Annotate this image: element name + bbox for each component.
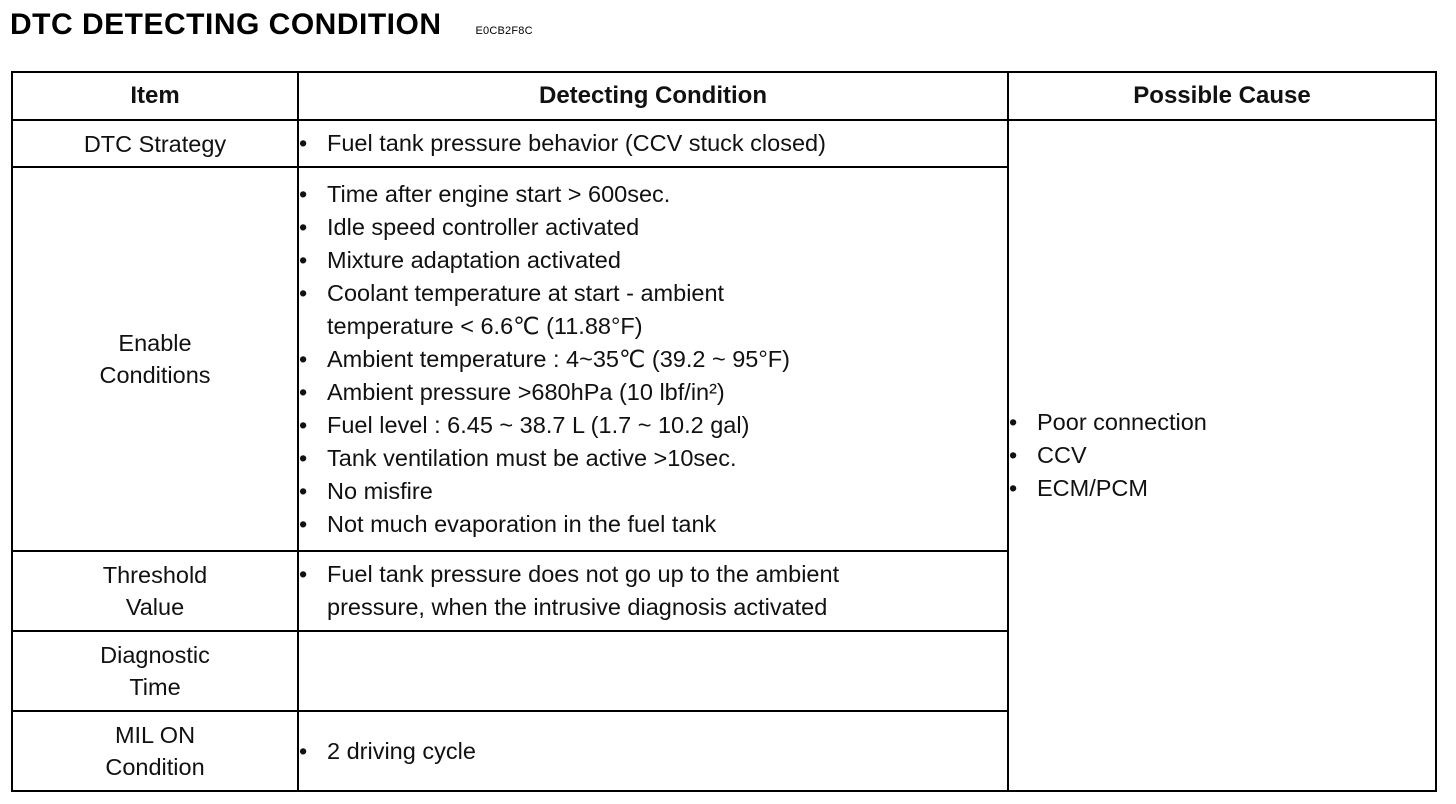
document-code: E0CB2F8C (475, 25, 533, 37)
item-label: Threshold (102, 562, 208, 588)
condition-item: • No misfire (299, 475, 1007, 508)
possible-cause-item: • ECM/PCM (1009, 472, 1435, 505)
condition-item-continuation: temperature < 6.6℃ (11.88°F) (327, 312, 643, 339)
condition-cell-mil-on-condition (298, 711, 1008, 791)
column-header-item: Item (12, 72, 298, 120)
column-header-possible-cause: Possible Cause (1008, 72, 1436, 120)
condition-cell-dtc-strategy (298, 120, 1008, 167)
condition-item: • Mixture adaptation activated (299, 244, 1007, 277)
condition-list (299, 178, 1007, 541)
condition-cell-diagnostic-time (298, 631, 1008, 711)
item-label: Condition (105, 754, 205, 780)
item-label: Diagnostic (100, 642, 210, 668)
condition-item: • Fuel tank pressure does not go up to the ambient (299, 558, 1007, 591)
condition-cell-threshold-value (298, 551, 1008, 631)
condition-item: • Fuel level : 6.45 ~ 38.7 L (1.7 ~ 10.2 gal) (299, 409, 1007, 442)
condition-item: • Idle speed controller activated (299, 211, 1007, 244)
item-cell-diagnostic-time (12, 631, 298, 711)
column-header-detecting-condition: Detecting Condition (298, 72, 1008, 120)
item-label: Value (125, 594, 185, 620)
condition-list (299, 127, 1007, 160)
item-label: DTC Strategy (83, 130, 227, 157)
item-cell-mil-on-condition (12, 711, 298, 791)
table-row (12, 120, 1436, 167)
condition-item: • Tank ventilation must be active >10sec. (299, 442, 1007, 475)
possible-cause-item: • Poor connection (1009, 406, 1435, 439)
condition-item: • Fuel tank pressure behavior (CCV stuck closed) (299, 127, 1007, 160)
table-header-row (12, 72, 1436, 120)
condition-list (299, 735, 1007, 768)
document-header (10, 8, 533, 42)
item-cell-dtc-strategy (12, 120, 298, 167)
condition-cell-enable-conditions (298, 167, 1008, 551)
page-title: DTC DETECTING CONDITION (10, 8, 442, 41)
condition-item: • Time after engine start > 600sec. (299, 178, 1007, 211)
item-label: Conditions (99, 362, 211, 388)
item-label: Enable (118, 330, 192, 356)
condition-item: • Ambient pressure >680hPa (10 lbf/in²) (299, 376, 1007, 409)
possible-cause-cell (1008, 120, 1436, 791)
item-label: Time (129, 674, 181, 700)
condition-item: • Not much evaporation in the fuel tank (299, 508, 1007, 541)
item-label: MIL ON (114, 722, 196, 748)
condition-item: • Ambient temperature : 4~35℃ (39.2 ~ 95°F) (299, 343, 1007, 376)
condition-list (299, 558, 1007, 624)
condition-item: • Coolant temperature at start - ambient (299, 277, 1007, 310)
possible-cause-list (1009, 406, 1435, 505)
condition-item: • 2 driving cycle (299, 735, 1007, 768)
item-cell-threshold-value (12, 551, 298, 631)
possible-cause-item: • CCV (1009, 439, 1435, 472)
item-cell-enable-conditions (12, 167, 298, 551)
dtc-condition-table (11, 71, 1437, 792)
condition-item-continuation: pressure, when the intrusive diagnosis activated (327, 594, 828, 620)
